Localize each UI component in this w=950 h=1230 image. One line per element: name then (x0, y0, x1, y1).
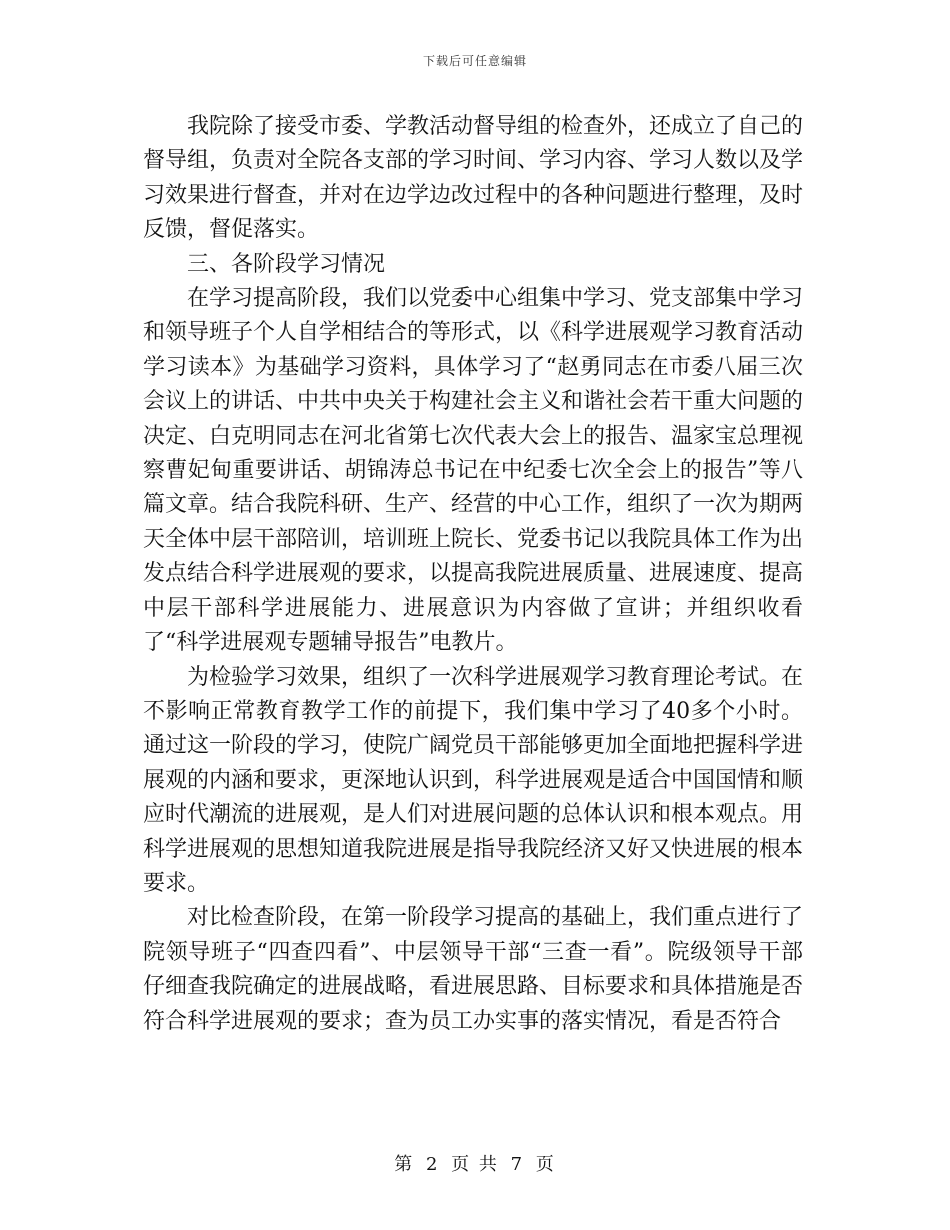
page-number-prefix: 第 (394, 1154, 415, 1175)
document-body (143, 110, 803, 1039)
paragraph-comparison-stage: 对比检查阶段，在第一阶段学习提高的基础上，我们重点进行了院领导班子“四查四看”、中层领导干部“三查一看”。院级领导干部仔细查我院确定的进展战略，看进展思路、目标要求和具体措施是否符合科学进展观的要求；查为员工办实事的落实情况，看是否符合 (143, 905, 804, 1034)
page-footer (0, 1150, 950, 1176)
paragraph-supervision: 我院除了接受市委、学教活动督导组的检查外，还成立了自己的督导组，负责对全院各支部的学习时间、学习内容、学习人数以及学习效果进行督查，并对在边学边改过程中的各种问题进行整理，及时反馈，督促落实。 (143, 114, 804, 243)
paragraph-exam: 为检验学习效果，组织了一次科学进展观学习教育理论考试。在不影响正常教育教学工作的前提下，我们集中学习了40多个小时。通过这一阶段的学习，使院广阔党员干部能够更加全面地把握科学进展观的内涵和要求，更深地认识到，科学进展观是适合中国国情和顺应时代潮流的进展观，是人们对进展问题的总体认识和根本观点。用科学进展观的思想知道我院进展是指导我院经济又好又快进展的根本要求。 (143, 664, 804, 896)
page-header: 下载后可任意编辑 (422, 54, 527, 68)
paragraph-study-stage: 在学习提高阶段，我们以党委中心组集中学习、党支部集中学习和领导班子个人自学相结合的等形式，以《科学进展观学习教育活动学习读本》为基础学习资料，具体学习了“赵勇同志在市委八届三次会议上的讲话、中共中央关于构建社会主义和谐社会若干重大问题的决定、白克明同志在河北省第七次代表大会上的报告、温家宝总理视察曹妃甸重要讲话、胡锦涛总书记在中纪委七次全会上的报告”等八篇文章。结合我院科研、生产、经营的中心工作，组织了一次为期两天全体中层干部陪训，培训班上院长、党委书记以我院具体工作为出发点结合科学进展观的要求，以提高我院进展质量、进展速度、提高中层干部科学进展能力、进展意识为内容做了宣讲；并组织收看了“科学进展观专题辅导报告”电教片。 (143, 286, 804, 656)
page-number-current: 2 (425, 1154, 440, 1175)
page-number-suffix: 页 (535, 1154, 556, 1175)
page-number-total: 7 (510, 1154, 525, 1175)
page-number-middle: 页 共 (451, 1154, 499, 1175)
section-heading-stages: 三、各阶段学习情况 (187, 251, 386, 277)
